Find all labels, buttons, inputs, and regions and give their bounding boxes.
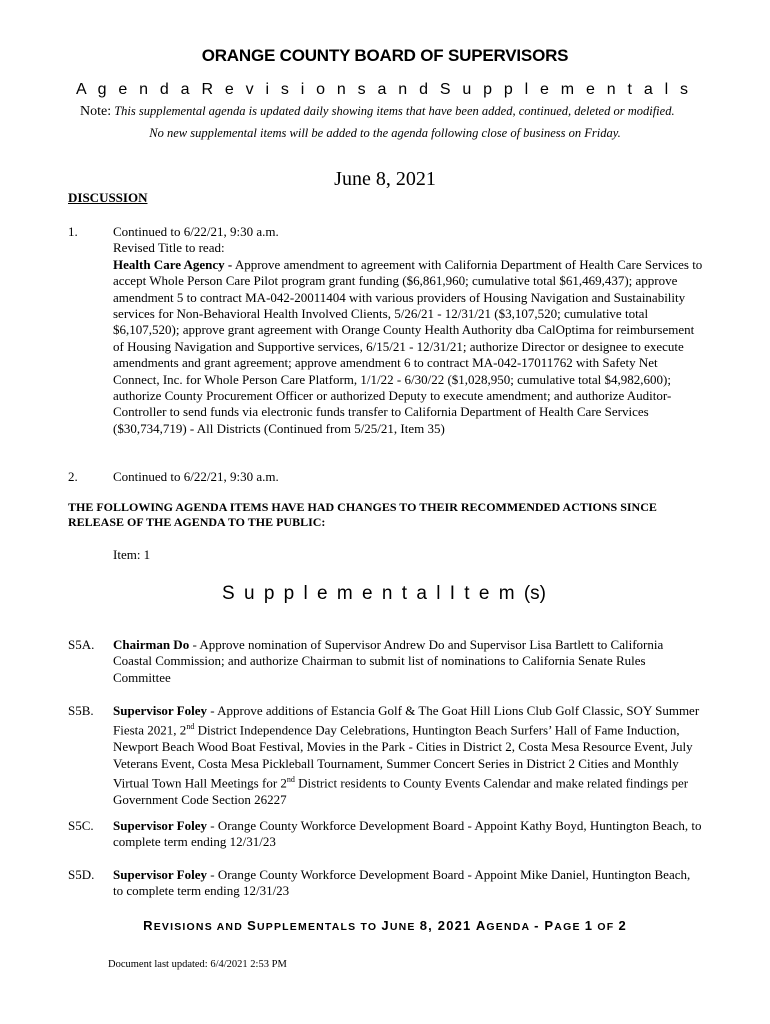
ordinal-suffix: nd (286, 774, 295, 784)
ordinal-suffix: nd (186, 722, 195, 732)
page-total: 2 (618, 918, 627, 933)
footer-fragment: AGE (554, 921, 585, 933)
footer-fragment: R (143, 918, 154, 933)
footer-fragment: EVISIONS AND (153, 921, 248, 933)
item-body (113, 818, 703, 851)
page-footer (0, 918, 770, 933)
item-text: - Orange County Workforce Development Board - Appoint Mike Daniel, Huntington Beach, to complete term ending 12/31/23 (113, 867, 691, 899)
item-description (113, 257, 703, 437)
document-title: ORANGE COUNTY BOARD OF SUPERVISORS (201, 46, 569, 65)
item-text: - Orange County Workforce Development Board - Appoint Kathy Boyd, Huntington Beach, to complete term ending 12/31/23 (113, 818, 702, 850)
item-body (113, 469, 703, 485)
item-number: 1. (68, 224, 78, 239)
changed-item-reference: Item: 1 (113, 547, 151, 562)
item-text: Approve amendment to agreement with California Department of Health Care Services to accept Whole Person Care Pilot program grant funding ($6,861,960; cumulative total $61,469,437); approve amendment 5 to contract MA-042-20011404 with various providers of Housing Navigation and Sustainability services for Non-Behavioral Health Involved Clients, 5/26/21 - 12/31/21 ($3,107,520; cumulative total $6,107,520); approve grant agreement with Orange County Health Authority dba CalOptima for reimbursement of Housing Navigation and Supportive services, 6/15/21 - 12/31/21; authorize Director or designee to execute amendments and grant agreement; approve amendment 6 to contract MA-042-17011762 with Safety Net Connect, Inc. for Whole Person Care Platform, 1/1/22 - 6/30/22 ($1,028,950; cumulative total $4,982,600); authorize County Procurement Officer or authorized Deputy to execute amendment; and authorize Auditor-Controller to send funds via electronic funds transfer to California Department of Health Care Services ($30,734,719) - All Districts (Continued from 5/25/21, Item 35) (113, 256, 703, 436)
item-text-a: - Approve additions of Estancia Golf & The Goat Hill Lions Club Golf Classic, SOY Summer Fiesta 2021, 2 (113, 703, 700, 738)
footer-fragment: UNE (389, 921, 420, 933)
item-number: 2. (68, 469, 78, 484)
item-body (113, 703, 703, 808)
footer-fragment: - (534, 918, 545, 933)
footer-fragment: J (381, 918, 390, 933)
footer-fragment: S (247, 918, 257, 933)
note-line-2: No new supplemental items will be added to the agenda following close of business on Friday. (149, 126, 621, 140)
item-text-c: District residents to County Events Calendar and make related findings per Government Code Section 26227 (113, 775, 689, 807)
footer-fragment: 8, 2021 (419, 918, 476, 933)
note-line (80, 104, 700, 120)
item-text-b: District Independence Day Celebrations, Huntington Beach Surfers’ Hall of Fame Induction, Newport Beach Wood Boat Festival, Movies in the Park - Cities in District 2, Costa Mesa Resource Event, July Veterans Event, Costa Mesa Pickleball Tournament, Summer Concert Series in District 2 Cities and Monthly Virtual Town Hall Meetings for 2 (113, 722, 693, 791)
footer-fragment: OF (593, 921, 619, 933)
note-text: This supplemental agenda is updated daily showing items that have been added, continued, deleted or modified. (114, 104, 675, 118)
item-sponsor: Supervisor Foley (113, 703, 208, 718)
item-sponsor: Chairman Do (113, 637, 190, 652)
item-number: S5A. (68, 637, 95, 652)
item-body (113, 224, 703, 437)
item-number: S5B. (68, 703, 94, 718)
footer-fragment: UPPLEMENTALS TO (256, 921, 382, 933)
item-number: S5C. (68, 818, 94, 833)
item-body (113, 637, 703, 686)
item-status: Continued to 6/22/21, 9:30 a.m. (113, 469, 279, 484)
item-revision-note: Revised Title to read: (113, 240, 225, 256)
item-sponsor: Supervisor Foley (113, 818, 208, 833)
item-status: Continued to 6/22/21, 9:30 a.m. (113, 224, 279, 239)
item-body (113, 867, 703, 900)
item-agency: Health Care Agency - (113, 256, 233, 272)
footer-fragment: A (475, 918, 487, 933)
note-label: Note: (80, 104, 112, 119)
last-updated: Document last updated: 6/4/2021 2:53 PM (108, 959, 287, 970)
item-number: S5D. (68, 867, 95, 882)
changes-heading: THE FOLLOWING AGENDA ITEMS HAVE HAD CHANGES TO THEIR RECOMMENDED ACTIONS SINCE RELEASE OF THE AGENDA TO THE PUBLIC: (68, 500, 657, 529)
agenda-date: June 8, 2021 (334, 168, 436, 190)
item-sponsor: Supervisor Foley (113, 867, 208, 882)
supplemental-heading: S u p p l e m e n t a l I t e m (s) (222, 583, 546, 604)
document-subtitle: A g e n d a R e v i s i o n s a n d S u p p l e m e n t a l s (76, 81, 688, 98)
footer-fragment: P (544, 918, 555, 933)
discussion-heading: DISCUSSION (68, 190, 148, 205)
page-number: 1 (584, 918, 594, 933)
item-text: - Approve nomination of Supervisor Andrew Do and Supervisor Lisa Bartlett to California Coastal Commission; and authorize Chairman to submit list of nominations to California Senate Rules Committee (113, 637, 664, 685)
footer-fragment: GENDA (486, 921, 535, 933)
